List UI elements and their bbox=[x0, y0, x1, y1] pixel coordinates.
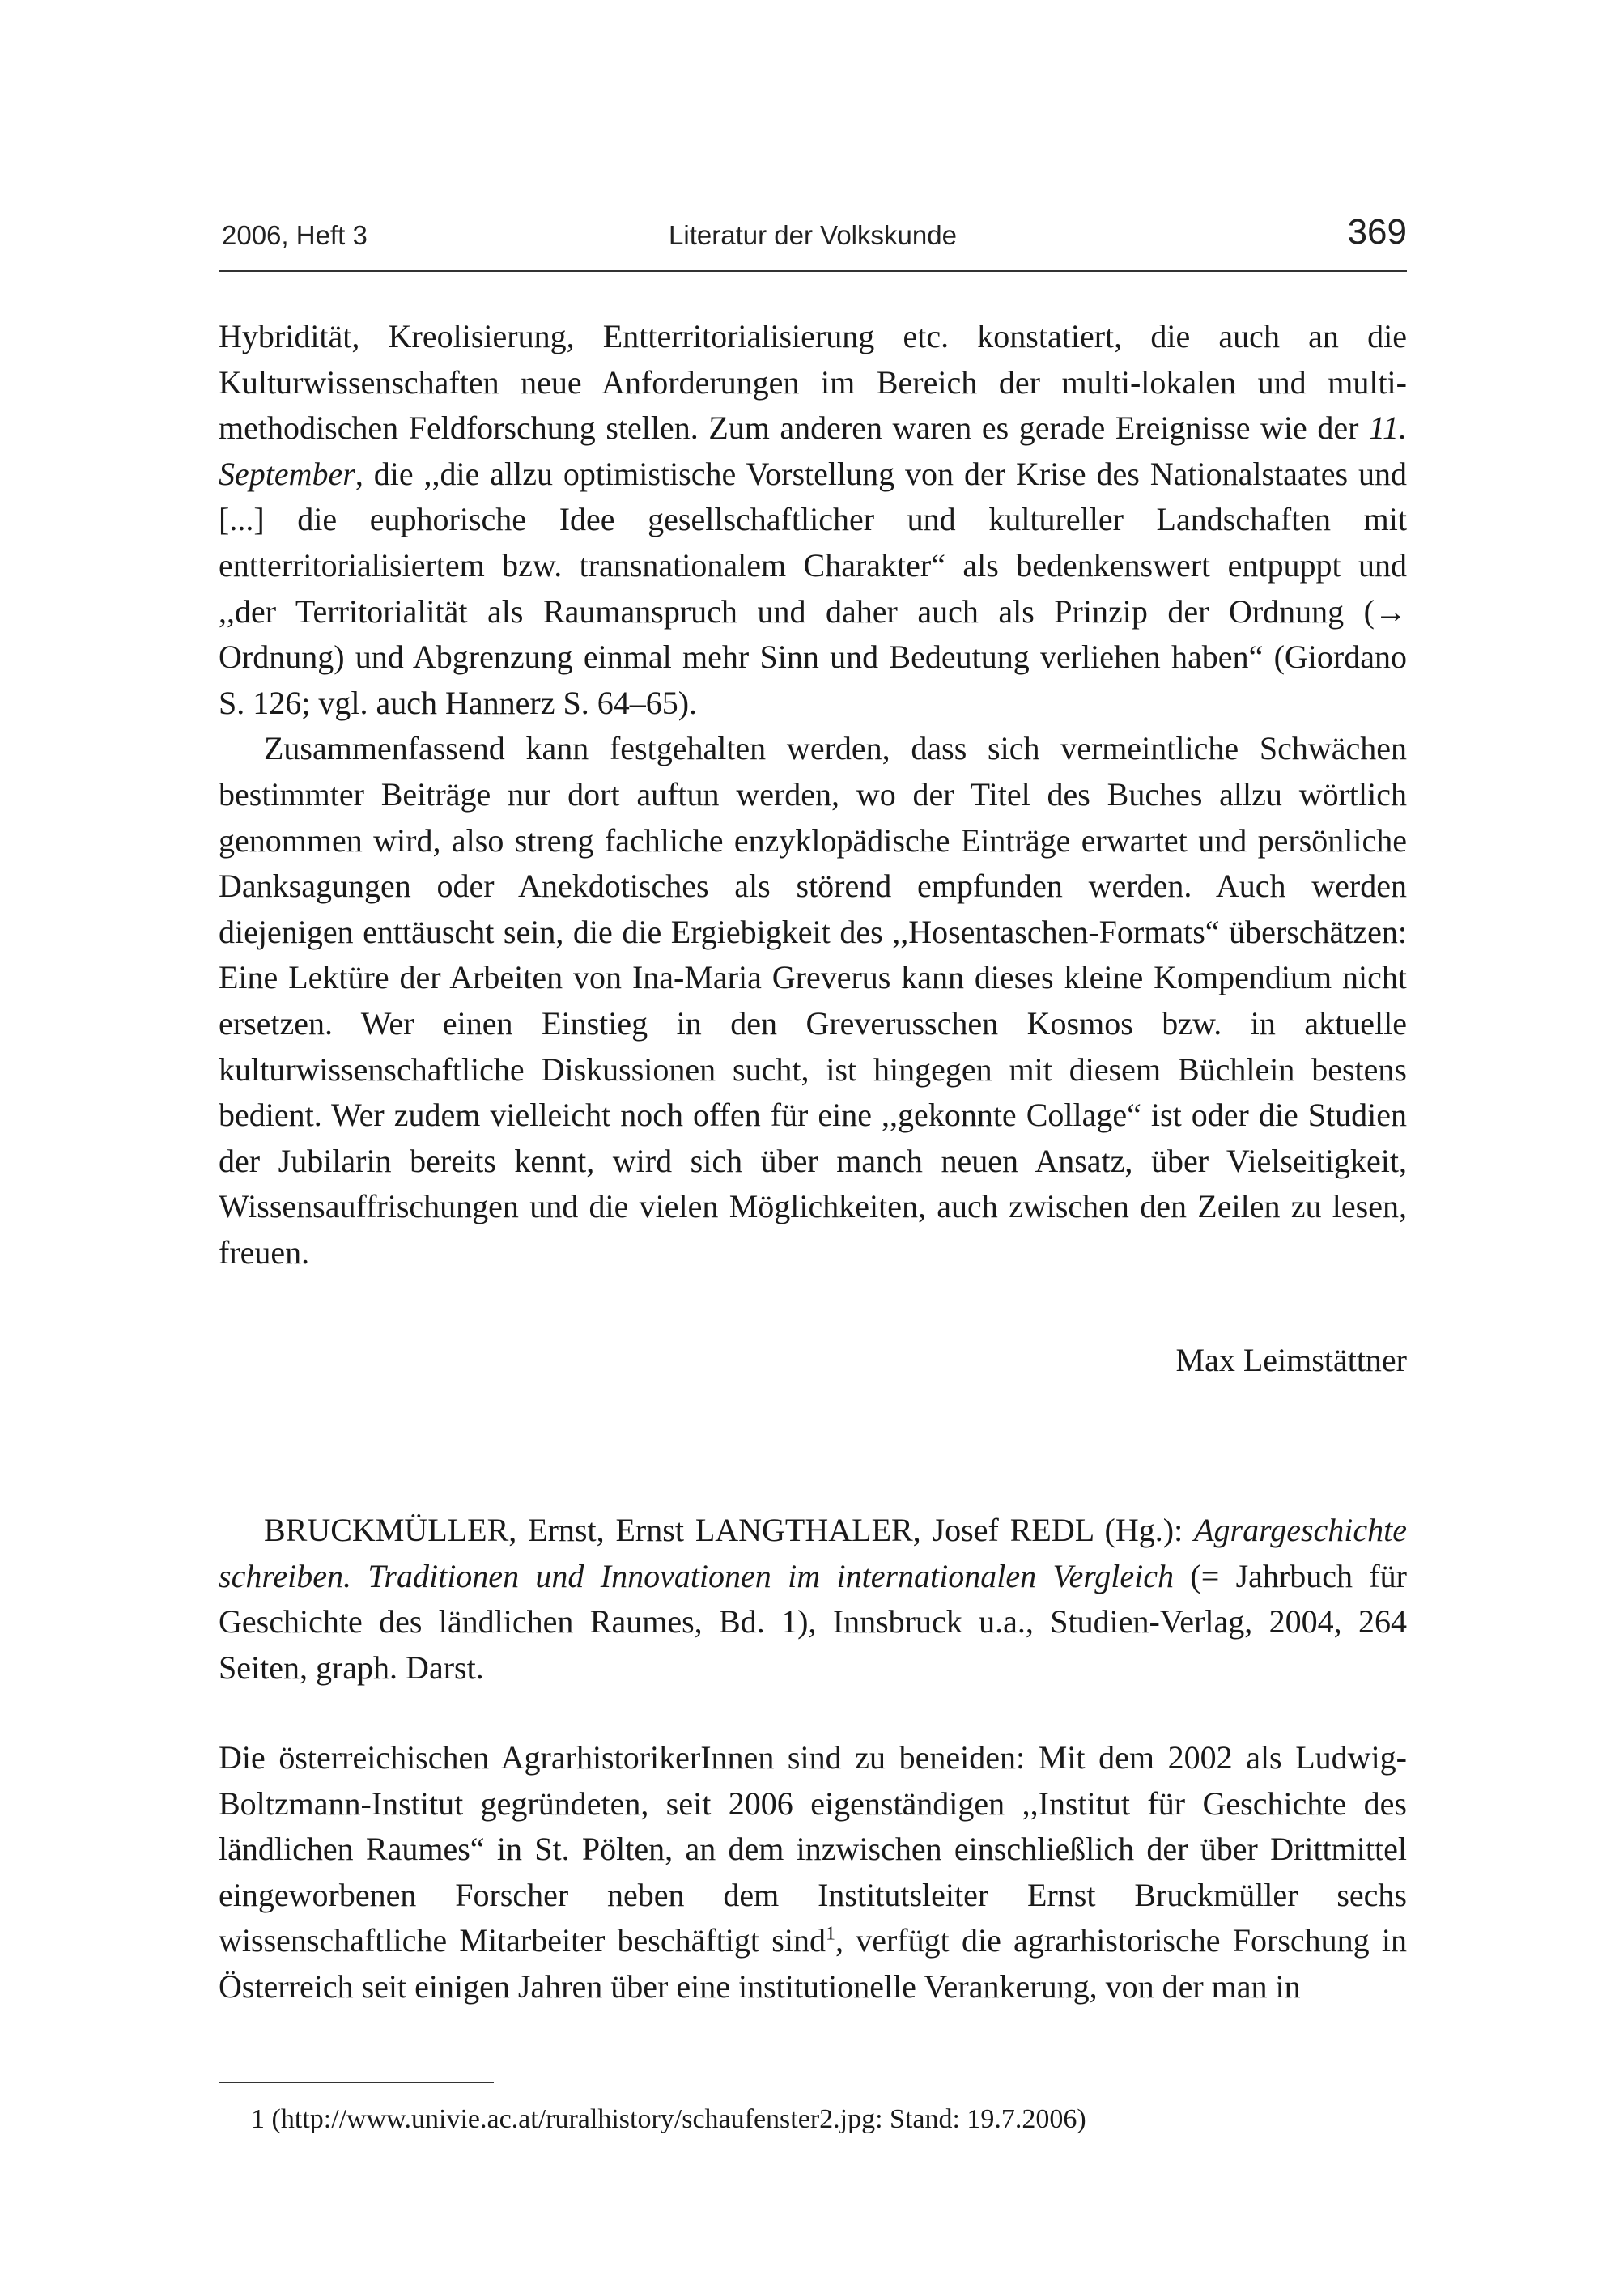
bibliographic-entry bbox=[219, 1508, 1407, 1691]
journal-section-title: Literatur der Volkskunde bbox=[669, 220, 957, 250]
italic-text: 11. September bbox=[219, 410, 1407, 492]
text-run: , die ,,die allzu optimistische Vorstellung von der Krise des Nationalstaates und [...] die euphorische Idee gesellschaftlicher und kultureller Landschaften mit entterritorialisiertem bzw. transnationalem Charakter“ als bedenkenswert entpuppt und ,,der Territorialität als Raumanspruch und daher auch als Prinzip der Ordnung (→ Ordnung) und Abgrenzung einmal mehr Sinn und Bedeutung verliehen haben“ (Giordano S. 126; vgl. auch Hannerz S. 64–65). bbox=[219, 455, 1407, 721]
text-run: Die österreichischen AgrarhistorikerInnen sind zu beneiden: Mit dem 2002 als Ludwig-Boltzmann-Institut gegründeten, seit 2006 eigenständigen ,,Institut für Geschichte des ländlichen Raumes“ in St. Pölten, an dem inzwischen einschließlich der über Drittmittel eingeworbenen Forscher neben dem Institutsleiter Ernst Bruckmüller sechs wissenschaftliche Mitarbeiter beschäftigt sind bbox=[219, 1739, 1407, 1959]
review-1-body bbox=[219, 314, 1407, 1275]
running-head bbox=[219, 212, 1407, 261]
entry-authors: BRUCKMÜLLER, Ernst, Ernst LANGTHALER, Josef REDL (Hg.): bbox=[264, 1512, 1195, 1548]
entry-title: Agrargeschichte schreiben. Traditionen und Innovationen im internationalen Vergleich bbox=[219, 1512, 1407, 1594]
reviewer-signature: Max Leimstättner bbox=[1175, 1342, 1407, 1378]
footnote bbox=[251, 2101, 1086, 2138]
header-rule bbox=[219, 270, 1407, 272]
review-1-paragraph-2: Zusammenfassend kann festgehalten werden, dass sich vermeintliche Schwächen bestimmter Beiträge nur dort auftun werden, wo der Titel des Buches allzu wörtlich genommen wird, also streng fachliche enzyklopädische Einträge erwartet und persönliche Danksagungen oder Anekdotisches als störend empfunden werden. Auch werden diejenigen enttäuscht sein, die die Ergiebigkeit des ,,Hosentaschen-Formats“ überschätzen: Eine Lektüre der Arbeiten von Ina-Maria Greverus kann dieses kleine Kompendium nicht ersetzen. Wer einen Einstieg in den Greverusschen Kosmos bzw. in aktuelle kulturwissenschaftliche Diskussionen sucht, ist hingegen mit diesem Büchlein bestens bedient. Wer zudem vielleicht noch offen für eine ,,gekonnte Collage“ ist oder die Studien der Jubilarin bereits kennt, wird sich über manch neuen Ansatz, über Vielseitigkeit, Wissensauffrischungen und die vielen Möglichkeiten, auch zwischen den Zeilen zu lesen, freuen. bbox=[219, 730, 1407, 1271]
document-page bbox=[219, 0, 1407, 2296]
review-1-paragraph-1 bbox=[219, 314, 1407, 726]
footnote-rule bbox=[219, 2082, 494, 2083]
issue-label: 2006, Heft 3 bbox=[222, 220, 368, 250]
entry-details: (= Jahrbuch für Geschichte des ländlichen Raumes, Bd. 1), Innsbruck u.a., Studien-Verlag, 2004, 264 Seiten, graph. Darst. bbox=[219, 1557, 1407, 1686]
review-2-body bbox=[219, 1735, 1407, 2010]
text-run: , verfügt die agrarhistorische Forschung in Österreich seit einigen Jahren über eine institutionelle Verankerung, von der man in bbox=[219, 1922, 1407, 2005]
footnote-reference[interactable]: 1 bbox=[825, 1924, 835, 1946]
text-run: Hybridität, Kreolisierung, Entterritorialisierung etc. konstatiert, die auch an die Kulturwissenschaften neue Anforderungen im Bereich der multi-lokalen und multi-methodischen Feldforschung stellen. Zum anderen waren es gerade Ereignisse wie der bbox=[219, 318, 1407, 447]
footnote-text: (http://www.univie.ac.at/ruralhistory/schaufenster2.jpg: Stand: 19.7.2006) bbox=[265, 2104, 1086, 2134]
page-number: 369 bbox=[1347, 212, 1407, 252]
review-2-paragraph-1 bbox=[219, 1735, 1407, 2010]
footnote-number: 1 bbox=[251, 2104, 265, 2134]
